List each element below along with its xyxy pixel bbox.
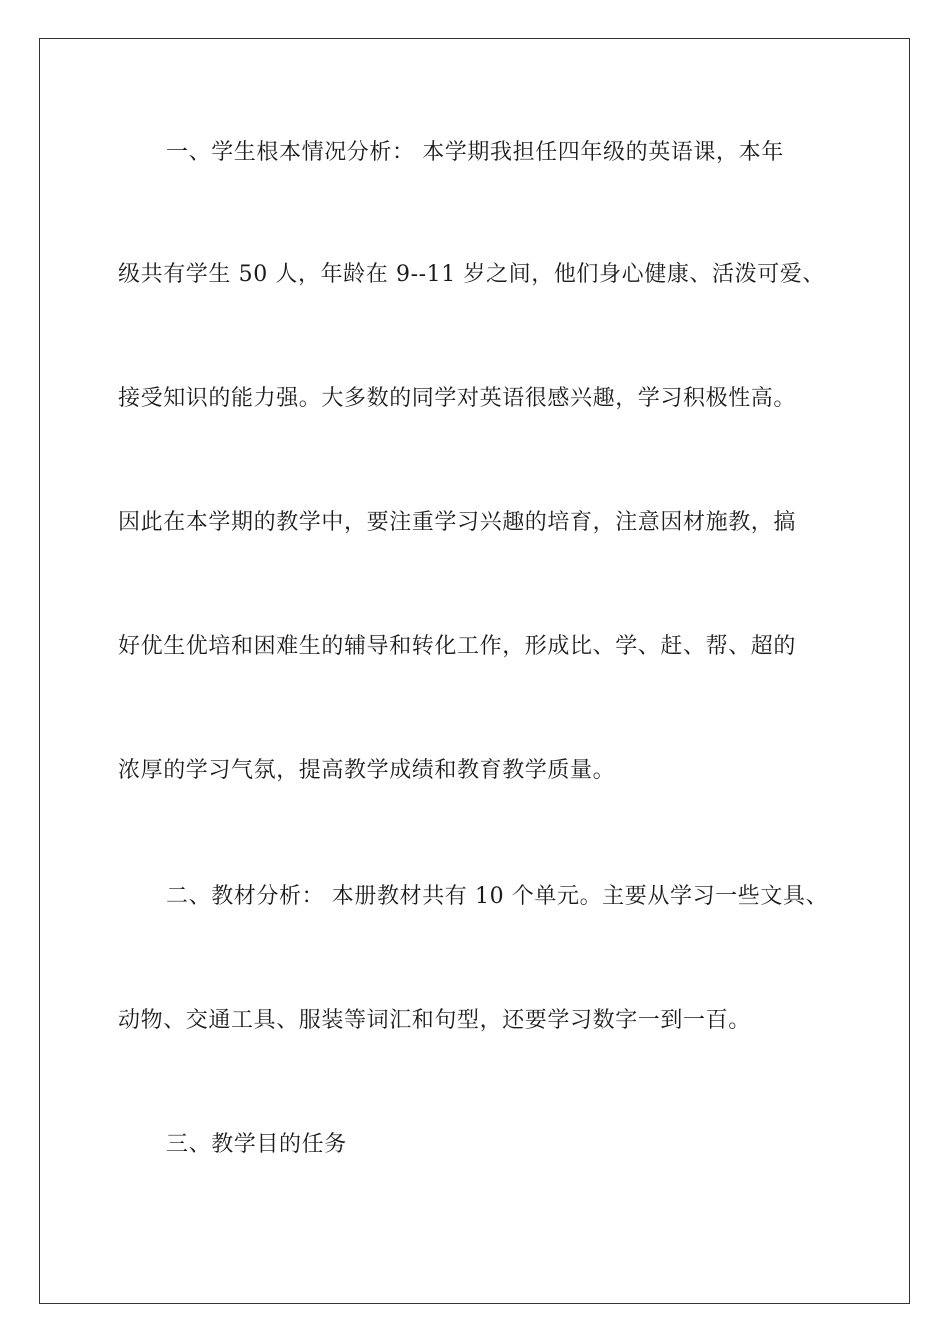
section-1-heading-line: 一、学生根本情况分析： 本学期我担任四年级的英语课，本年 bbox=[166, 140, 784, 165]
section-3-heading: 三、教学目的任务 bbox=[166, 1132, 347, 1157]
paragraph-line: 接受知识的能力强。大多数的同学对英语很感兴趣，学习积极性高。 bbox=[118, 386, 797, 411]
section-2-heading-line: 二、教材分析： 本册教材共有 10 个单元。主要从学习一些文具、 bbox=[166, 884, 829, 909]
paragraph-line: 级共有学生 50 人，年龄在 9--11 岁之间，他们身心健康、活泼可爱、 bbox=[118, 262, 826, 287]
paragraph-line: 动物、交通工具、服装等词汇和句型，还要学习数字一到一百。 bbox=[118, 1008, 751, 1033]
document-page bbox=[39, 38, 910, 1304]
paragraph-line: 好优生优培和困难生的辅导和转化工作，形成比、学、赶、帮、超的 bbox=[118, 634, 797, 659]
paragraph-line: 浓厚的学习气氛，提高教学成绩和教育教学质量。 bbox=[118, 758, 616, 783]
paragraph-line: 因此在本学期的教学中，要注重学习兴趣的培育，注意因材施教，搞 bbox=[118, 510, 797, 535]
